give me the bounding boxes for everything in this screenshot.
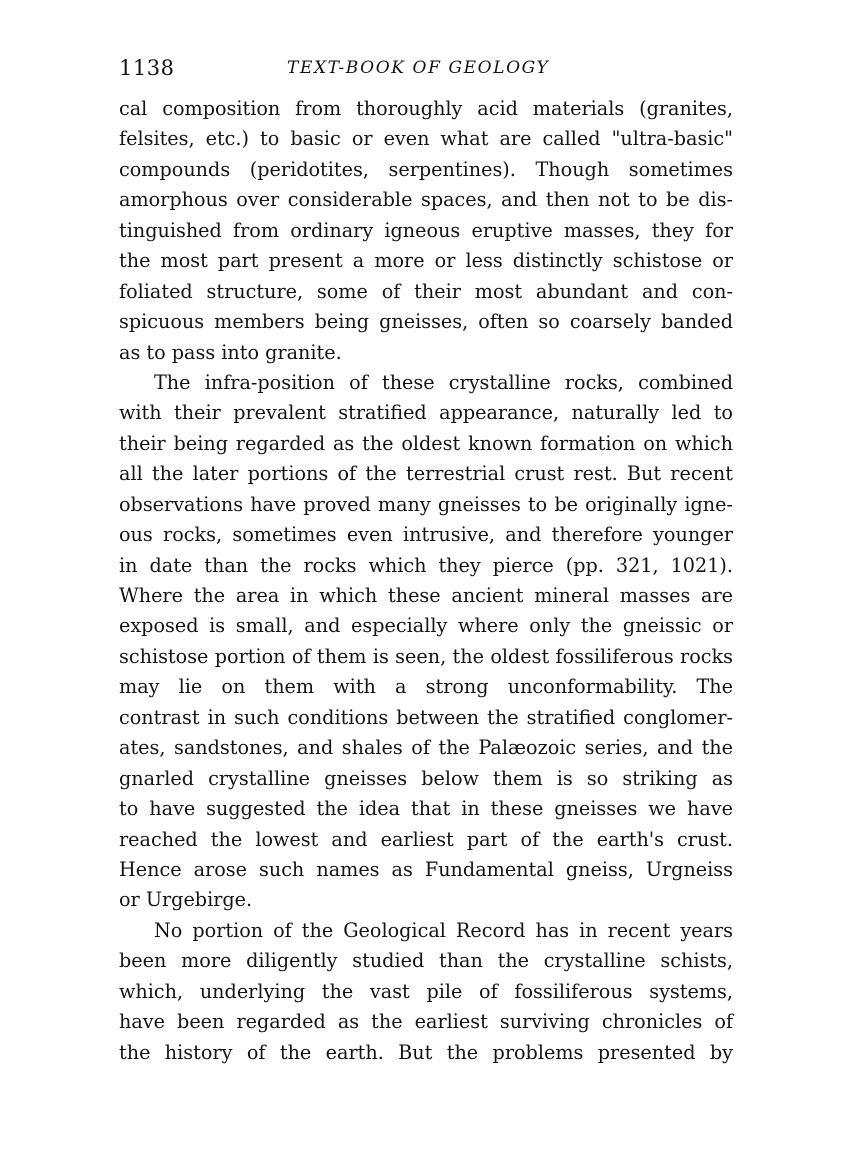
text-line: observations have proved many gneisses to be originally igne-	[119, 492, 733, 516]
text-line: as to pass into granite.	[119, 340, 342, 364]
text-line: No portion of the Geological Record has in recent years	[154, 918, 733, 942]
text-line: spicuous members being gneisses, often so coarsely banded	[119, 310, 733, 334]
paragraph	[119, 916, 733, 1068]
text-line: foliated structure, some of their most abundant and con-	[119, 279, 733, 303]
text-line: the most part present a more or less distinctly schistose or	[119, 249, 733, 273]
text-line: or Urgebirge.	[119, 888, 253, 912]
text-line: The infra-position of these crystalline rocks, combined	[154, 370, 733, 394]
paragraph	[119, 368, 733, 916]
text-line: contrast in such conditions between the stratified conglomer-	[119, 705, 733, 729]
text-line: with their prevalent stratified appearance, naturally led to	[119, 401, 733, 425]
text-line: to have suggested the idea that in these gneisses we have	[119, 797, 733, 821]
text-line: exposed is small, and especially where only the gneissic or	[119, 614, 733, 638]
text-line: in date than the rocks which they pierce (pp. 321, 1021).	[119, 553, 733, 577]
page-header	[119, 56, 733, 88]
text-line: which, underlying the vast pile of fossiliferous systems,	[119, 979, 733, 1003]
text-line: amorphous over considerable spaces, and then not to be dis-	[119, 188, 733, 212]
text-line: Where the area in which these ancient mineral masses are	[119, 584, 733, 607]
text-line: gnarled crystalline gneisses below them is so striking as	[119, 766, 733, 790]
page-number: 1138	[119, 56, 175, 80]
text-line: all the later portions of the terrestrial crust rest. But recent	[119, 462, 733, 486]
text-line: have been regarded as the earliest surviving chronicles of	[119, 1010, 733, 1034]
text-line: their being regarded as the oldest known formation on which	[119, 431, 733, 455]
text-line: ous rocks, sometimes even intrusive, and therefore younger	[119, 523, 733, 547]
text-line: Hence arose such names as Fundamental gneiss, Urgneiss	[119, 857, 733, 881]
running-head: TEXT-BOOK OF GEOLOGY	[287, 58, 550, 78]
text-line: tinguished from ordinary igneous eruptive masses, they for	[119, 218, 733, 242]
text-line: may lie on them with a strong unconformability. The	[119, 675, 733, 699]
page-body	[119, 94, 733, 1068]
text-line: felsites, etc.) to basic or even what are called "ultra-basic"	[119, 127, 733, 151]
text-line: ates, sandstones, and shales of the Palæozoic series, and the	[119, 736, 733, 760]
paragraph	[119, 94, 733, 368]
text-line: the history of the earth. But the problems presented by	[119, 1040, 733, 1064]
text-line: schistose portion of them is seen, the oldest fossiliferous rocks	[119, 644, 733, 668]
text-line: cal composition from thoroughly acid materials (granites,	[119, 97, 733, 120]
text-line: reached the lowest and earliest part of the earth's crust.	[119, 827, 733, 851]
text-line: been more diligently studied than the crystalline schists,	[119, 949, 733, 973]
text-line: compounds (peridotites, serpentines). Though sometimes	[119, 157, 733, 181]
